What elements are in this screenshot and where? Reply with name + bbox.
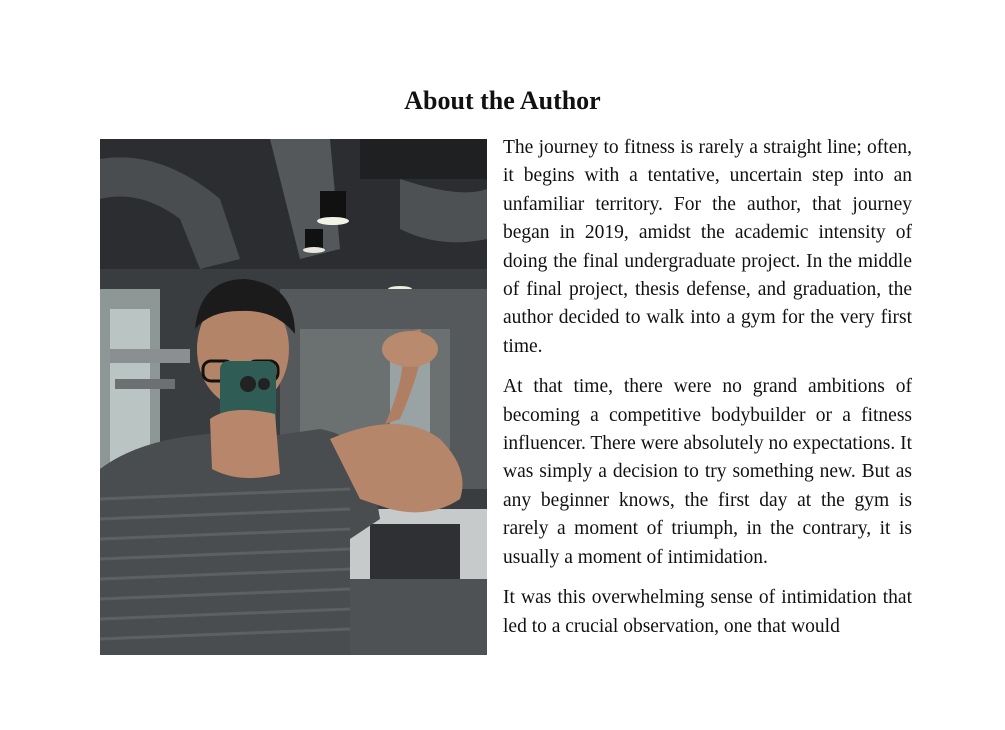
bio-paragraph-3: It was this overwhelming sense of intimidation that led to a crucial observation, one that would	[503, 587, 912, 637]
author-bio-text	[503, 134, 912, 658]
bio-paragraph-2: At that time, there were no grand ambitions of becoming a competitive bodybuilder or a fitness influencer. There were absolutely no expectations. It was simply a decision to try something new. But as any beginner knows, the first day at the gym is rarely a moment of triumph, in the contrary, it is usually a moment of intimidation.	[503, 376, 912, 568]
page-title: About the Author	[404, 86, 601, 115]
bio-paragraph-1: The journey to fitness is rarely a straight line; often, it begins with a tentative, uncertain step into an unfamiliar territory. For the author, that journey began in 2019, amidst the academic intensity of doing the final undergraduate project. In the middle of final project, thesis defense, and graduation, the author decided to walk into a gym for the very first time.	[503, 137, 912, 357]
author-photo	[100, 139, 487, 655]
